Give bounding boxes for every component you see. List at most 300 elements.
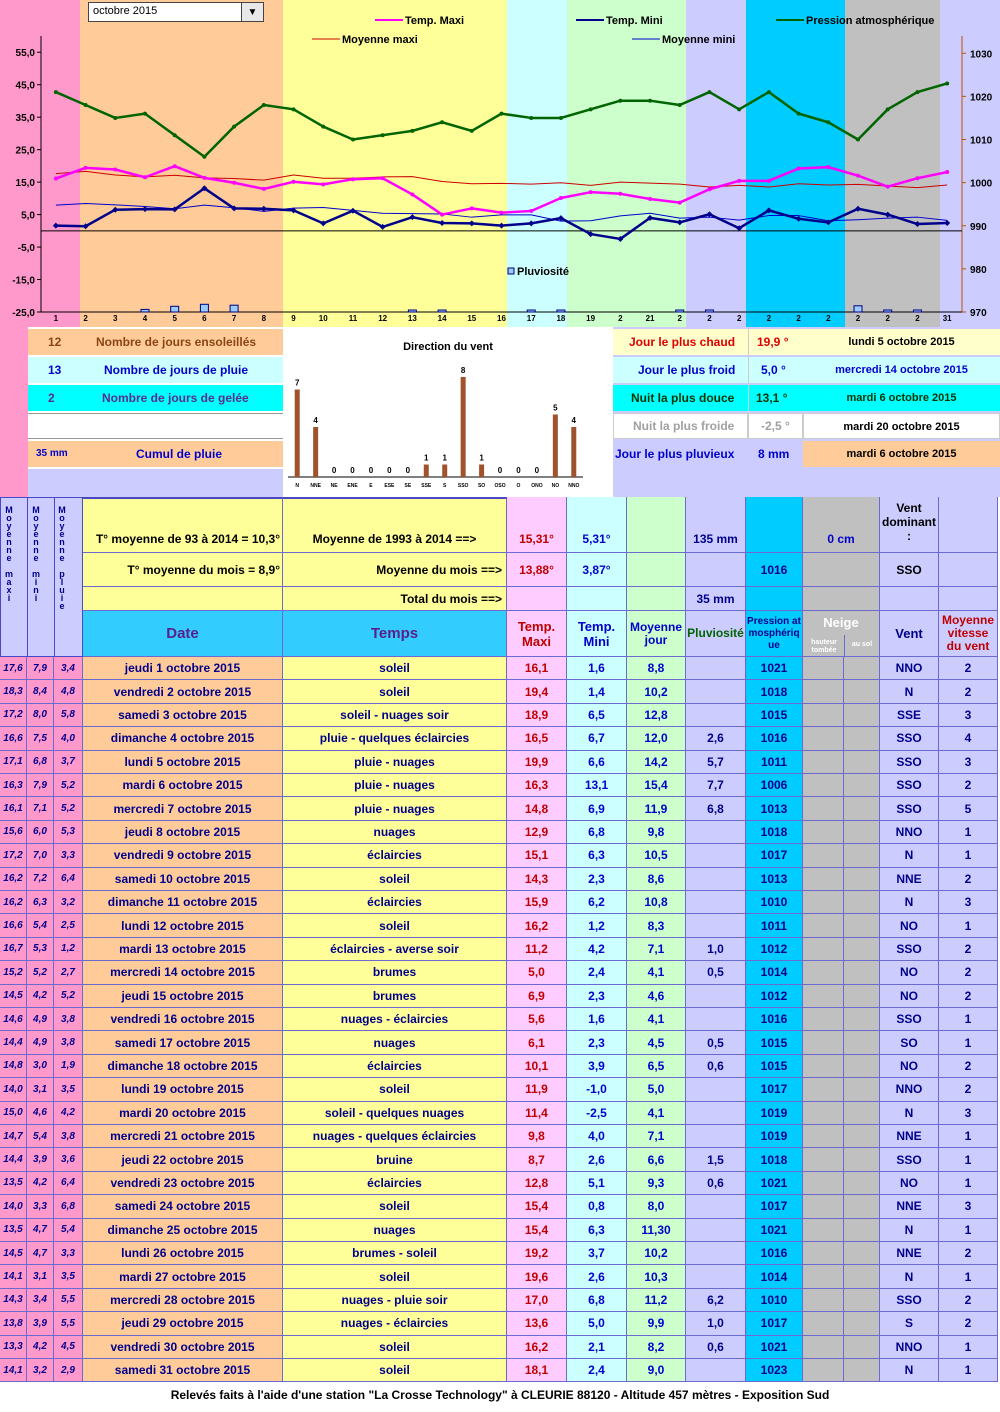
cell-avg-min: 3,2 bbox=[27, 1359, 54, 1382]
wind-bar-label: 0 bbox=[497, 466, 503, 475]
cell-wind-speed: 2 bbox=[939, 938, 998, 961]
cell-snow bbox=[844, 1289, 880, 1312]
cell-date: mercredi 7 octobre 2015 bbox=[83, 797, 283, 820]
cell-date: vendredi 30 octobre 2015 bbox=[83, 1336, 283, 1359]
cell-wind: SSO bbox=[880, 938, 939, 961]
cell-avg-rain: 3,8 bbox=[54, 1125, 83, 1148]
x-tick-label: 13 bbox=[407, 314, 417, 323]
table-row bbox=[0, 774, 1000, 797]
x-tick-label: 6 bbox=[202, 314, 207, 323]
legend-avg-min: Moyenne mini bbox=[662, 34, 736, 46]
cell-weather: soleil bbox=[283, 657, 507, 680]
cell-wind: NNO bbox=[880, 657, 939, 680]
col-header-tmax: Temp. Maxi bbox=[507, 611, 567, 657]
cell-avg-rain: 5,3 bbox=[54, 821, 83, 844]
cell-avg-rain: 5,4 bbox=[54, 1219, 83, 1242]
chevron-down-icon[interactable]: ▼ bbox=[241, 3, 263, 21]
cell-snow bbox=[803, 774, 844, 797]
cell-rain: 2,6 bbox=[686, 727, 746, 750]
cell-temp-avg: 7,1 bbox=[627, 1125, 686, 1148]
cell-date: mercredi 21 octobre 2015 bbox=[83, 1125, 283, 1148]
cell-wind: NNE bbox=[880, 1195, 939, 1218]
cell-snow bbox=[844, 1312, 880, 1335]
cell-rain: 7,7 bbox=[686, 774, 746, 797]
pressure-line-point bbox=[410, 129, 414, 133]
y-tick-label-right: 970 bbox=[970, 308, 987, 319]
cell-temp-max: 19,9 bbox=[507, 751, 567, 774]
cell-avg-max: 14,1 bbox=[0, 1359, 27, 1382]
cell-avg-min: 6,8 bbox=[27, 751, 54, 774]
cell-avg-max: 13,5 bbox=[0, 1219, 27, 1242]
cell-avg-min: 5,4 bbox=[27, 914, 54, 937]
cell-temp-max: 13,6 bbox=[507, 1312, 567, 1335]
cell-snow bbox=[844, 1195, 880, 1218]
chart-band bbox=[686, 0, 746, 327]
temp-max-line-point bbox=[707, 187, 711, 191]
cell-temp-max: 16,2 bbox=[507, 1336, 567, 1359]
y-tick-label-right: 1010 bbox=[970, 135, 993, 147]
cell-pressure: 1018 bbox=[746, 1148, 803, 1171]
cell-wind: NNE bbox=[880, 1242, 939, 1265]
temp-max-line-point bbox=[470, 206, 474, 210]
cell-rain: 0,5 bbox=[686, 961, 746, 984]
cell-snow bbox=[844, 985, 880, 1008]
cell-snow bbox=[803, 704, 844, 727]
cell-avg-max: 14,5 bbox=[0, 985, 27, 1008]
cell-wind-speed: 2 bbox=[939, 1289, 998, 1312]
cell-snow bbox=[803, 680, 844, 703]
coldest-night-value: -2,5 ° bbox=[761, 419, 790, 433]
cell-snow bbox=[803, 891, 844, 914]
coldest-night-date: mardi 20 octobre 2015 bbox=[803, 413, 1000, 439]
table-row bbox=[0, 1148, 1000, 1171]
cell-date: mardi 6 octobre 2015 bbox=[83, 774, 283, 797]
cell-date: jeudi 29 octobre 2015 bbox=[83, 1312, 283, 1335]
coldest-row bbox=[613, 357, 1000, 383]
cell-wind: N bbox=[880, 680, 939, 703]
cell-avg-min: 8,0 bbox=[27, 704, 54, 727]
cell-snow bbox=[844, 1336, 880, 1359]
cell-pressure: 1018 bbox=[746, 680, 803, 703]
table-row bbox=[0, 1219, 1000, 1242]
cell-wind: SSO bbox=[880, 797, 939, 820]
cell-rain bbox=[686, 914, 746, 937]
cell-temp-max: 17,0 bbox=[507, 1289, 567, 1312]
cell-date: samedi 3 octobre 2015 bbox=[83, 704, 283, 727]
cell-date: lundi 12 octobre 2015 bbox=[83, 914, 283, 937]
side-header-avg-min: Moyenne mini bbox=[31, 505, 41, 601]
col-header-snow: Neige bbox=[803, 611, 880, 657]
cell-temp-max: 11,9 bbox=[507, 1078, 567, 1101]
pressure-line-point bbox=[113, 116, 117, 120]
cell-wind: NO bbox=[880, 1055, 939, 1078]
legend-rain-swatch bbox=[508, 268, 514, 274]
cell-snow bbox=[844, 1265, 880, 1288]
cell-temp-avg: 8,3 bbox=[627, 914, 686, 937]
y-tick-label-right: 1000 bbox=[970, 178, 993, 190]
cell-date: samedi 10 octobre 2015 bbox=[83, 868, 283, 891]
cell-snow bbox=[803, 1102, 844, 1125]
cell-wind-speed: 1 bbox=[939, 914, 998, 937]
cell-wind-speed: 3 bbox=[939, 1102, 998, 1125]
temp-max-line-point bbox=[589, 190, 593, 194]
cell-snow bbox=[803, 985, 844, 1008]
cell-rain bbox=[686, 891, 746, 914]
cell-wind-speed: 1 bbox=[939, 844, 998, 867]
table-row bbox=[0, 1336, 1000, 1359]
cell-rain bbox=[686, 1125, 746, 1148]
x-tick-label: 2 bbox=[915, 314, 920, 323]
temp-max-line-point bbox=[321, 182, 325, 186]
table-row bbox=[0, 1265, 1000, 1288]
table-row bbox=[0, 844, 1000, 867]
cell-avg-min: 5,4 bbox=[27, 1125, 54, 1148]
cell-snow bbox=[844, 1172, 880, 1195]
y-tick-label-left: 55,0 bbox=[15, 48, 35, 60]
cell-snow bbox=[803, 1055, 844, 1078]
cell-weather: pluie - nuages bbox=[283, 797, 507, 820]
cell-snow bbox=[844, 1055, 880, 1078]
table-row bbox=[0, 657, 1000, 680]
pressure-line-point bbox=[945, 81, 949, 85]
cell-pressure: 1014 bbox=[746, 1265, 803, 1288]
wind-bar-label: 0 bbox=[368, 466, 374, 475]
sunny-days-value: 12 bbox=[48, 335, 62, 349]
cell-avg-min: 3,1 bbox=[27, 1078, 54, 1101]
cell-date: vendredi 23 octobre 2015 bbox=[83, 1172, 283, 1195]
cell-weather: soleil - quelques nuages bbox=[283, 1102, 507, 1125]
cell-avg-max: 16,2 bbox=[0, 868, 27, 891]
table-row bbox=[0, 1031, 1000, 1054]
cell-temp-max: 11,2 bbox=[507, 938, 567, 961]
cell-avg-rain: 1,9 bbox=[54, 1055, 83, 1078]
cell-pressure: 1016 bbox=[746, 727, 803, 750]
rainiest-label: Jour le plus pluvieux bbox=[615, 447, 735, 461]
pressure-line-point bbox=[84, 103, 88, 107]
y-tick-label-left: 15,0 bbox=[15, 178, 35, 190]
cell-temp-min: 5,0 bbox=[567, 1312, 627, 1335]
cell-wind-speed: 3 bbox=[939, 704, 998, 727]
pressure-line-point bbox=[618, 99, 622, 103]
cell-temp-avg: 11,2 bbox=[627, 1289, 686, 1312]
cell-snow bbox=[844, 1102, 880, 1125]
cell-avg-rain: 4,0 bbox=[54, 727, 83, 750]
cell-avg-min: 4,7 bbox=[27, 1242, 54, 1265]
cell-snow bbox=[803, 914, 844, 937]
cell-temp-max: 5,0 bbox=[507, 961, 567, 984]
cell-wind: S bbox=[880, 1312, 939, 1335]
cell-date: vendredi 2 octobre 2015 bbox=[83, 680, 283, 703]
cell-wind: SSO bbox=[880, 727, 939, 750]
cell-pressure: 1021 bbox=[746, 657, 803, 680]
y-tick-label-left: 25,0 bbox=[15, 145, 35, 157]
month-selector-value: octobre 2015 bbox=[93, 5, 158, 17]
x-tick-label: 2 bbox=[766, 314, 772, 323]
mildest-night-row bbox=[613, 385, 1000, 411]
cell-wind: NO bbox=[880, 961, 939, 984]
cell-snow bbox=[803, 1172, 844, 1195]
cell-temp-avg: 12,8 bbox=[627, 704, 686, 727]
y-tick-label-right: 1030 bbox=[970, 49, 993, 61]
x-tick-label: 15 bbox=[467, 314, 477, 323]
wind-dir-label: NNO bbox=[568, 483, 580, 489]
hottest-row bbox=[613, 329, 1000, 355]
cell-wind: NO bbox=[880, 1172, 939, 1195]
cell-pressure: 1006 bbox=[746, 774, 803, 797]
cell-snow bbox=[844, 1219, 880, 1242]
cell-snow bbox=[803, 1289, 844, 1312]
table-row bbox=[0, 961, 1000, 984]
cell-wind: SO bbox=[880, 1031, 939, 1054]
avg-9314-label: Moyenne de 1993 à 2014 ==> bbox=[283, 497, 507, 553]
cell-temp-max: 16,2 bbox=[507, 914, 567, 937]
cell-wind-speed: 1 bbox=[939, 1359, 998, 1382]
pressure-line-point bbox=[232, 125, 236, 129]
cell-temp-min: 6,9 bbox=[567, 797, 627, 820]
legend-max: Temp. Maxi bbox=[405, 15, 465, 27]
cell-snow bbox=[803, 1219, 844, 1242]
cell-wind: NNE bbox=[880, 1125, 939, 1148]
cell-temp-avg: 9,9 bbox=[627, 1312, 686, 1335]
cell-wind-speed: 3 bbox=[939, 1195, 998, 1218]
cell-temp-max: 18,1 bbox=[507, 1359, 567, 1382]
cell-wind-speed: 1 bbox=[939, 821, 998, 844]
mildest-night-label: Nuit la plus douce bbox=[631, 391, 735, 405]
cell-weather: bruine bbox=[283, 1148, 507, 1171]
x-tick-label: 5 bbox=[172, 314, 177, 323]
cell-temp-avg: 10,5 bbox=[627, 844, 686, 867]
cell-snow bbox=[803, 1125, 844, 1148]
mildest-night-date: mardi 6 octobre 2015 bbox=[803, 385, 1000, 411]
cell-temp-min: 1,6 bbox=[567, 1008, 627, 1031]
cell-wind-speed: 2 bbox=[939, 774, 998, 797]
avg-9314-text: T° moyenne de 93 à 2014 = 10,3° bbox=[83, 497, 283, 553]
cell-pressure: 1019 bbox=[746, 1125, 803, 1148]
cell-avg-min: 7,0 bbox=[27, 844, 54, 867]
cell-temp-max: 16,1 bbox=[507, 657, 567, 680]
cell-weather: pluie - nuages bbox=[283, 774, 507, 797]
cell-avg-min: 6,3 bbox=[27, 891, 54, 914]
cell-temp-min: -1,0 bbox=[567, 1078, 627, 1101]
cell-date: jeudi 8 octobre 2015 bbox=[83, 821, 283, 844]
month-selector[interactable] bbox=[88, 2, 264, 22]
rainiest-row bbox=[613, 441, 1000, 467]
temp-max-line-point bbox=[262, 187, 266, 191]
cell-temp-max: 19,6 bbox=[507, 1265, 567, 1288]
cell-temp-min: 1,2 bbox=[567, 914, 627, 937]
x-tick-label: 3 bbox=[113, 314, 118, 323]
cell-rain bbox=[686, 680, 746, 703]
cell-snow bbox=[803, 961, 844, 984]
pressure-line-point bbox=[826, 120, 830, 124]
cell-snow bbox=[803, 844, 844, 867]
rainy-days-value: 13 bbox=[48, 363, 62, 377]
cell-wind-speed: 2 bbox=[939, 1055, 998, 1078]
cell-avg-min: 4,2 bbox=[27, 1336, 54, 1359]
rain-bar bbox=[854, 306, 862, 312]
cell-avg-rain: 3,5 bbox=[54, 1265, 83, 1288]
x-tick-label: 2 bbox=[796, 314, 801, 323]
cell-wind-speed: 1 bbox=[939, 1265, 998, 1288]
cell-temp-min: 13,1 bbox=[567, 774, 627, 797]
cell-wind: NO bbox=[880, 985, 939, 1008]
cell-snow bbox=[803, 797, 844, 820]
cell-avg-max: 16,2 bbox=[0, 891, 27, 914]
wind-dir-label: ENE bbox=[347, 483, 358, 489]
cell-weather: éclaircies bbox=[283, 844, 507, 867]
table-row bbox=[0, 1195, 1000, 1218]
cell-temp-avg: 9,3 bbox=[627, 1172, 686, 1195]
cell-avg-max: 13,3 bbox=[0, 1336, 27, 1359]
stats-header bbox=[0, 497, 1000, 657]
cell-snow bbox=[844, 797, 880, 820]
cell-avg-max: 17,1 bbox=[0, 751, 27, 774]
rain-bar bbox=[438, 310, 446, 312]
cell-date: mercredi 28 octobre 2015 bbox=[83, 1289, 283, 1312]
cell-rain bbox=[686, 1102, 746, 1125]
cell-temp-min: 2,4 bbox=[567, 1359, 627, 1382]
cell-avg-rain: 3,6 bbox=[54, 1148, 83, 1171]
pressure-line-point bbox=[262, 103, 266, 107]
coldest-value: 5,0 ° bbox=[761, 363, 786, 377]
cell-snow bbox=[844, 1078, 880, 1101]
cell-temp-min: 6,3 bbox=[567, 1219, 627, 1242]
cell-avg-min: 8,4 bbox=[27, 680, 54, 703]
cell-avg-min: 4,7 bbox=[27, 1219, 54, 1242]
pressure-line-point bbox=[173, 133, 177, 137]
x-tick-label: 2 bbox=[736, 314, 742, 323]
cell-pressure: 1016 bbox=[746, 1008, 803, 1031]
cell-avg-min: 7,2 bbox=[27, 868, 54, 891]
wind-bar bbox=[295, 390, 300, 478]
cell-wind-speed: 1 bbox=[939, 1172, 998, 1195]
cell-snow bbox=[844, 751, 880, 774]
temp-max-line-point bbox=[54, 177, 58, 181]
col-header-date: Date bbox=[83, 611, 283, 657]
cell-weather: nuages bbox=[283, 1219, 507, 1242]
table-row bbox=[0, 821, 1000, 844]
cell-snow bbox=[803, 1148, 844, 1171]
x-tick-label: 19 bbox=[586, 314, 596, 323]
cell-temp-min: 2,6 bbox=[567, 1148, 627, 1171]
cell-wind: SSO bbox=[880, 1008, 939, 1031]
rain-bar bbox=[913, 310, 921, 312]
cell-avg-rain: 6,8 bbox=[54, 1195, 83, 1218]
cell-pressure: 1017 bbox=[746, 1312, 803, 1335]
cell-avg-min: 3,3 bbox=[27, 1195, 54, 1218]
cell-avg-max: 14,4 bbox=[0, 1031, 27, 1054]
cell-avg-min: 3,0 bbox=[27, 1055, 54, 1078]
temp-max-line-point bbox=[500, 211, 504, 215]
cell-wind: SSE bbox=[880, 704, 939, 727]
cell-temp-min: 3,9 bbox=[567, 1055, 627, 1078]
wind-bar-label: 4 bbox=[571, 416, 577, 425]
cell-temp-min: 6,8 bbox=[567, 821, 627, 844]
wind-bar-label: 0 bbox=[405, 466, 411, 475]
cell-temp-min: 2,6 bbox=[567, 1265, 627, 1288]
cell-rain: 0,6 bbox=[686, 1055, 746, 1078]
cell-avg-min: 5,3 bbox=[27, 938, 54, 961]
cell-temp-avg: 10,2 bbox=[627, 680, 686, 703]
cell-wind-speed: 2 bbox=[939, 868, 998, 891]
cell-avg-rain: 4,5 bbox=[54, 1336, 83, 1359]
cell-wind-speed: 1 bbox=[939, 1148, 998, 1171]
cell-temp-max: 14,3 bbox=[507, 868, 567, 891]
temp-max-line-point bbox=[529, 209, 533, 213]
rain-bar bbox=[171, 306, 179, 312]
x-tick-label: 10 bbox=[318, 314, 328, 323]
cell-date: samedi 24 octobre 2015 bbox=[83, 1195, 283, 1218]
x-tick-label: 17 bbox=[526, 314, 536, 323]
cell-weather: brumes bbox=[283, 985, 507, 1008]
cell-snow bbox=[803, 868, 844, 891]
cell-pressure: 1021 bbox=[746, 1172, 803, 1195]
cell-rain bbox=[686, 821, 746, 844]
pressure-line-point bbox=[54, 90, 58, 94]
cell-pressure: 1012 bbox=[746, 985, 803, 1008]
cell-snow bbox=[844, 1125, 880, 1148]
table-row bbox=[0, 1312, 1000, 1335]
cell-avg-min: 3,9 bbox=[27, 1148, 54, 1171]
wind-bar bbox=[479, 465, 484, 478]
wind-bar-label: 1 bbox=[479, 453, 484, 463]
table-row bbox=[0, 1102, 1000, 1125]
cell-rain: 0,6 bbox=[686, 1336, 746, 1359]
cell-weather: nuages - éclaircies bbox=[283, 1312, 507, 1335]
cell-avg-rain: 4,2 bbox=[54, 1102, 83, 1125]
cell-avg-min: 7,1 bbox=[27, 797, 54, 820]
y-tick-label-left: -15,0 bbox=[12, 275, 35, 287]
summary-section bbox=[0, 327, 1000, 497]
wind-direction-chart bbox=[283, 327, 613, 497]
table-row bbox=[0, 797, 1000, 820]
cell-snow bbox=[803, 1242, 844, 1265]
wind-bar bbox=[571, 427, 576, 477]
cell-date: dimanche 25 octobre 2015 bbox=[83, 1219, 283, 1242]
cell-pressure: 1018 bbox=[746, 821, 803, 844]
rainiest-value: 8 mm bbox=[758, 447, 790, 461]
pressure-line-point bbox=[886, 107, 890, 111]
cell-weather: éclaircies bbox=[283, 1055, 507, 1078]
cell-wind-speed: 1 bbox=[939, 1336, 998, 1359]
cell-weather: soleil - nuages soir bbox=[283, 704, 507, 727]
cell-rain bbox=[686, 1242, 746, 1265]
cell-temp-avg: 8,2 bbox=[627, 1336, 686, 1359]
cell-avg-min: 6,0 bbox=[27, 821, 54, 844]
side-header-avg-max: Moyenne maxi bbox=[4, 505, 14, 601]
cell-snow bbox=[844, 1242, 880, 1265]
pressure-line-point bbox=[707, 90, 711, 94]
chart-band bbox=[283, 0, 507, 327]
cell-pressure: 1019 bbox=[746, 1102, 803, 1125]
wind-chart-title: Direction du vent bbox=[403, 341, 493, 353]
col-header-snow-fallen: hauteur tombée bbox=[811, 639, 837, 654]
cell-weather: soleil bbox=[283, 1336, 507, 1359]
cell-snow bbox=[803, 657, 844, 680]
cell-pressure: 1023 bbox=[746, 1359, 803, 1382]
cell-temp-avg: 14,2 bbox=[627, 751, 686, 774]
wind-dir-label: E bbox=[369, 483, 373, 489]
cell-wind-speed: 3 bbox=[939, 751, 998, 774]
table-row bbox=[0, 938, 1000, 961]
cell-temp-avg: 10,3 bbox=[627, 1265, 686, 1288]
wind-bar-label: 5 bbox=[553, 403, 558, 413]
wind-bar bbox=[553, 415, 558, 478]
x-tick-label: 2 bbox=[707, 314, 712, 323]
x-tick-label: 2 bbox=[677, 314, 682, 323]
wind-dir-label: NE bbox=[330, 483, 338, 489]
cell-avg-rain: 1,2 bbox=[54, 938, 83, 961]
